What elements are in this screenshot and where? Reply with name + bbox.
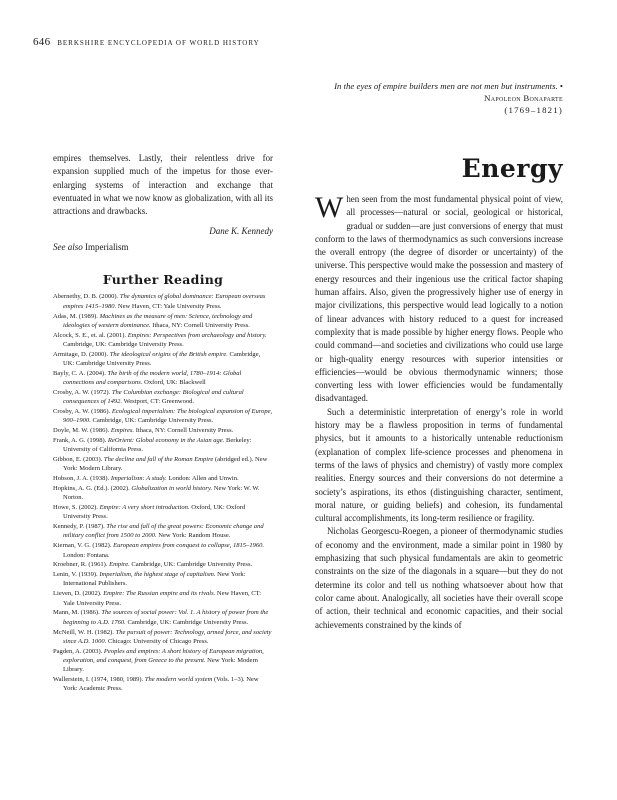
reference-title: European empires from conquest to collapse, 1815–1960. [113,542,265,550]
reference-item [53,647,273,675]
reference-author: McNeill, W. H. (1982). [53,628,116,636]
paragraph-1 [315,193,563,406]
article-body [315,193,563,632]
reference-author: Lieven, D. (2002). [53,590,104,598]
see-also [53,242,273,252]
reference-author: Hobson, J. A. (1938). [53,475,111,483]
reference-publisher: New York: International Publishers. [63,571,246,588]
reference-title: Machines as the measure of men: Science, technology and ideologies of western dominance. [63,312,253,329]
left-column [53,152,273,694]
paragraph-1-text: hen seen from the most fundamental physical point of view, all processes—natural or social, geological or historical, gradual or sudden—are just conversions of energy that must conform to the laws of thermodynamics as such conversions increase the overall entropy (the degree of disorder or uncertainty) of the universe. This perspective would make the possession and mastery of energy resources and their ingenious use the critical factor shaping human affairs. Also, given the progressively higher use of energy in major civilizations, this perspective would lead logically to a notion of linear advances with history reduced to a quest for increased complexity that is made possible by higher energy flows. People who could command—and societies and civilizations who could use large or high-quality energy resources with superior intensities or efficiencies—would be obvious thermodynamic winners; those converting less with lower efficiencies would be fundamentally disadvantaged. [315,194,563,404]
reference-publisher: New Haven, CT: Yale University Press. [116,302,222,310]
reference-publisher: Cambridge, UK: Cambridge University Press. [125,618,249,626]
reference-title: Empire. [109,561,130,569]
reference-item [53,407,273,426]
series-title: BERKSHIRE ENCYCLOPEDIA OF WORLD HISTORY [57,39,260,47]
reference-author: Doyle, M. W. (1986). [53,427,111,435]
reference-title: Peoples and empires: A short history of European migration, exploration, and conquest, from Greece to the present. [63,647,264,664]
reference-item [53,608,273,627]
page-number: 646 [33,36,51,48]
reference-publisher: New York: Modern Library. [63,656,258,674]
reference-author: Adas, M. (1989). [53,312,100,320]
reference-item [53,474,273,483]
reference-title: The birth of the modern world, 1780–1914: Global connections and comparisons. [63,369,242,387]
reference-publisher: Westport, CT: Greenwood. [122,398,195,406]
reference-publisher: New Haven, CT: Yale University Press. [63,590,262,607]
reference-publisher: Ithaca, NY: Cornell University Press. [150,321,250,329]
reference-publisher: Berkeley: University of California Press. [63,436,252,454]
article-title: Energy [461,154,563,183]
reference-item [53,369,273,388]
reference-publisher: New York: Random House. [156,532,231,540]
reference-author: Gibbon, E. (2003). [53,456,104,464]
reference-item [53,455,273,474]
reference-author: Bayly, C. A. (2004). [53,369,108,377]
reference-title: The dynamics of global dominance: European overseas empires 1415–1980. [63,293,266,310]
closing-paragraph: empires themselves. Lastly, their relentless drive for expansion supplied much of the impetus for those ever-enlarging systems of interaction and exchange that eventuated in what we now know as globalization, with all its attractions and drawbacks. [53,153,273,217]
reference-author: Alcock, S. E., et. al. (2001). [53,331,128,339]
reference-item [53,331,273,350]
reference-publisher: London: Allen and Unwin. [166,475,239,483]
reference-title: The Columbian exchange: Biological and cultural consequences of 1492. [63,388,244,406]
further-reading-heading: Further Reading [102,272,224,288]
paragraph-3: Nicholas Georgescu-Roegen, a pioneer of thermodynamic studies of economy and the environment, made a similar point in 1980 by emphasizing that such physical fundamentals are akin to geometric constraints on the size of the diagonals in a square—but they do not determine its color and tell us nothing whatsoever about how that color came about. Analogically, all societies have their overall scope of action, their technical and economic capacities, and their social achievements constrained by the kinds of [315,526,563,630]
reference-title: Globalization in world history. [131,485,213,493]
see-also-label: See also [53,242,83,253]
reference-item [53,675,273,694]
reference-item [53,570,273,589]
reference-author: Abernethy, D. B. (2000). [53,293,120,301]
reference-author: Hopkins, A. G. (Ed.). (2002). [53,485,132,493]
reference-item [53,522,273,541]
reference-author: Wallerstein, I. (1974, 1980, 1989). [53,675,145,683]
quote-text: In the eyes of empire builders men are not men but instruments. [334,81,558,91]
reference-title: The modern world system [144,675,213,683]
reference-item [53,589,273,608]
reference-publisher: Chicago: University of Chicago Press. [106,637,209,645]
reference-item [53,350,273,369]
reference-title: The ideological origins of the British empire. [109,350,228,358]
reference-item [53,484,273,503]
reference-author: Howe, S. (2002). [53,504,100,512]
reference-title: Empires: Perspectives from archaeology and history. [127,331,267,339]
drop-cap: W [315,191,344,224]
reference-title: The rise and fall of the great powers: Economic change and military conflict from 1500 to 2000. [63,523,264,540]
quote-bullet: • [559,81,563,91]
reference-author: Kennedy, P. (1987). [53,523,107,531]
reference-item [53,628,273,647]
reference-item [53,426,273,435]
reference-item [53,292,273,311]
reference-publisher: Oxford, UK: Oxford University Press. [63,504,246,521]
reference-author: Kroebner, R. (1961). [53,561,110,569]
reference-author: Crosby, A. W. (1986). [53,408,112,416]
reference-publisher: Oxford, UK: Blackwell [142,379,206,387]
reference-author: Armitage, D. (2000). [53,350,110,358]
reference-title: ReOrient: Global economy in the Asian age. [107,436,225,444]
reference-author: Lenin, V. (1939). [53,571,100,579]
reference-author: Crosby, A. W. (1972). [53,388,112,396]
reference-author: Mann, M. (1986). [53,609,102,617]
reference-title: Ecological imperialism: The biological expansion of Europe, 900–1900. [63,408,273,425]
reference-author: Frank, A. G. (1998). [53,436,108,444]
reference-list [53,292,273,693]
reference-publisher: (Vols. 1–3). New York: Academic Press. [63,675,259,693]
reference-item [53,560,273,569]
reference-title: The decline and fall of the Roman Empire [103,456,214,464]
reference-publisher: London: Fontana. [63,551,110,559]
reference-title: Empire: The Russian empire and its rivals. [103,590,216,598]
reference-title: Empires. [110,427,135,435]
reference-publisher: Cambridge, UK: Cambridge University Press. [63,350,261,368]
epigraph-quote [300,80,563,116]
reference-title: The sources of social power: Vol. 1. A history of power from the beginning to A.D. 1760. [63,609,269,626]
reference-item [53,312,273,331]
reference-item [53,436,273,455]
reference-author: Kiernan, V. G. (1982). [53,542,114,550]
right-column [315,152,563,632]
quote-dates: (1769–1821) [504,105,563,115]
quote-attribution: Napoleon Bonaparte [484,93,563,103]
paragraph-2: Such a deterministic interpretation of energy’s role in world history may be a flawless proposition in terms of fundamental physics, but it amounts to a historically untenable reductionism (explanation of complex life-science processes and phenomena in terms of the laws of physics and chemistry) of vastly more complex realities. Energy sources and their conversions do not determine a society’s aspirations, its ethos (distinguishing character, sentiment, moral nature, or guiding beliefs) and cohesion, its fundamental cultural accomplishments, its long-term resilience or fragility. [315,406,563,524]
reference-publisher: New York: W. W. Norton. [63,485,260,502]
reference-item [53,541,273,560]
running-header [33,36,260,48]
reference-publisher: (abridged ed.). New York: Modern Library. [63,456,268,473]
reference-publisher: Ithaca, NY: Cornell University Press. [134,427,234,435]
reference-publisher: Cambridge, UK: Cambridge University Press. [129,561,253,569]
see-also-link[interactable]: Imperialism [85,242,129,253]
reference-title: Imperialism: A study. [110,475,167,483]
reference-publisher: Cambridge, UK: Cambridge University Press. [63,340,184,348]
reference-author: Pagden, A. (2003). [53,647,104,655]
reference-item [53,503,273,522]
reference-title: Imperialism, the highest stage of capitalism. [99,571,216,579]
reference-item [53,388,273,407]
reference-title: The pursuit of power: Technology, armed force, and society since A.D. 1000. [63,628,272,645]
reference-title: Empire: A very short introduction. [99,504,190,512]
article-author: Dane K. Kennedy [209,226,273,237]
reference-publisher: Cambridge, UK: Cambridge University Press. [90,417,214,425]
